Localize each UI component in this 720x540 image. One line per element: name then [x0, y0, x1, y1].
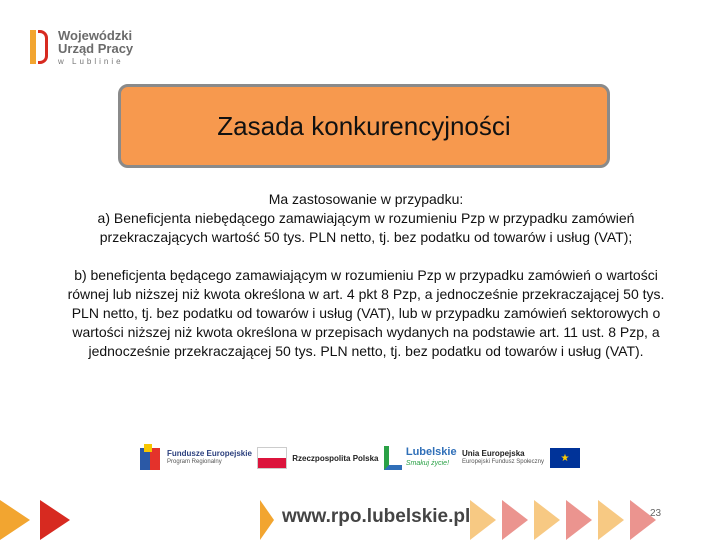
footer-arrow-red-icon [40, 500, 70, 540]
lubelskie-mark-icon [384, 446, 402, 470]
ue-sub: Europejski Fundusz Społeczny [461, 459, 544, 465]
footer-arrow-small-icon [260, 500, 274, 540]
wup-logo-mark-icon [30, 30, 50, 66]
lub-tag: Smakuj życie! [405, 460, 450, 467]
polish-flag-icon [257, 447, 287, 469]
intro-text: Ma zastosowanie w przypadku: [268, 191, 464, 207]
lub-name: Lubelskie [405, 446, 457, 458]
lubelskie-logo [384, 436, 457, 480]
title-box [118, 84, 610, 168]
fundusze-europejskie-icon [140, 444, 162, 472]
footer-arrows-decoration [470, 500, 720, 540]
wup-logo [30, 28, 133, 68]
logo-line-3: w Lublinie [58, 56, 124, 66]
rzeczpospolita-logo [257, 436, 378, 480]
fe-name: Fundusze Europejskie [167, 449, 252, 458]
page-number: 23 [650, 508, 662, 519]
eu-flag-icon: ★ [550, 448, 580, 468]
point-a: a) Beneficjenta niebędącego zamawiającym w rozumieniu Pzp w przypadku zamówień przekraczających wartość 50 tys. PLN netto, tj. bez podatku od towarów i usług (VAT); [97, 210, 635, 245]
slide-title: Zasada konkurencyjności [217, 110, 511, 141]
rp-name: Rzeczpospolita Polska [292, 453, 379, 463]
slide-body [56, 190, 676, 361]
fundusze-europejskie-logo [140, 436, 252, 480]
point-b: b) beneficjenta będącego zamawiającym w rozumieniu Pzp w przypadku zamówień o wartości równej lub niższej niż kwota określona w art. 4 pkt 8 Pzp, a jednocześnie przekraczającej 50 tys. PLN netto, tj. bez podatku od towarów i usług (VAT), lub w przypadku zamówień sektorowych o wartości niższej niż kwota określona w przepisach wydanych na podstawie art. 11 ust. 8 Pzp, a jednocześnie przekraczającej 50 tys. PLN netto, tj. bez podatku od towarów i usług (VAT). [67, 267, 665, 359]
footer-arrow-orange-icon [0, 500, 30, 540]
logo-line-2: Urząd Pracy [58, 40, 134, 56]
unia-europejska-logo [462, 436, 580, 480]
fe-sub: Program Regionalny [167, 459, 222, 465]
ue-name: Unia Europejska [461, 449, 525, 458]
footer-band [0, 492, 720, 540]
logo-line-1: Wojewódzki [58, 27, 133, 43]
wup-logo-text [58, 29, 133, 68]
funding-logos-strip [140, 432, 580, 484]
footer-url: www.rpo.lubelskie.pl [282, 506, 471, 527]
